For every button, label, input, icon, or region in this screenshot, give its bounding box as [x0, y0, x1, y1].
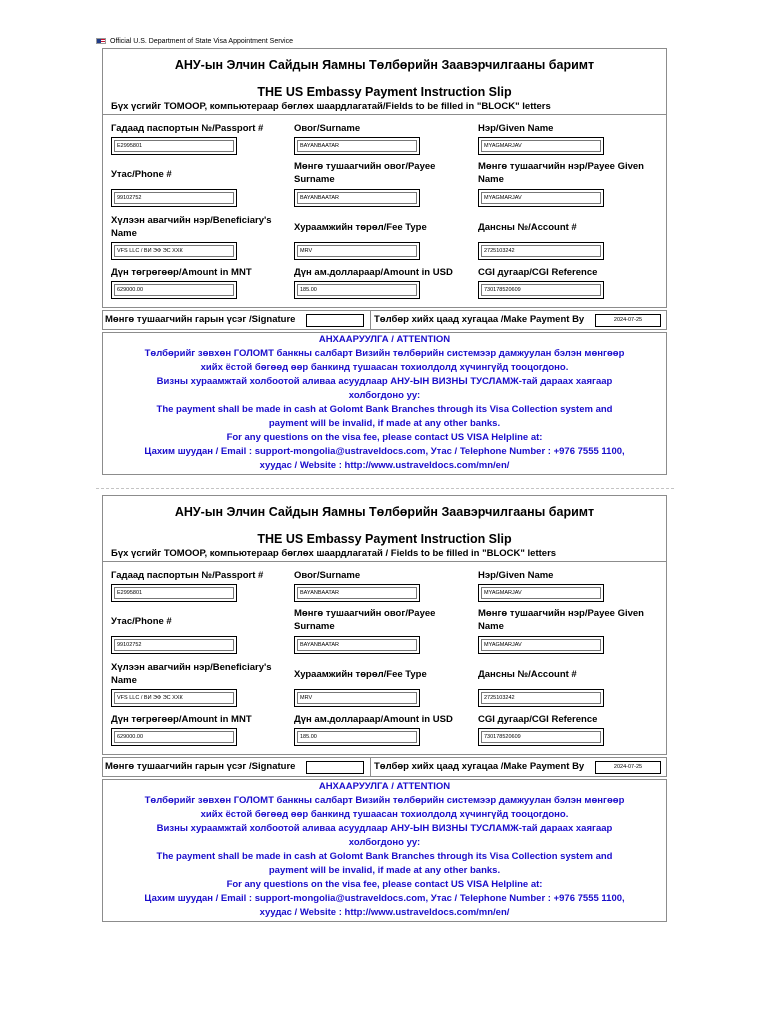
beneficiary-label: Хүлээн авагчийн нэр/Beneficiary's Name: [111, 662, 272, 686]
attention-contact: Цахим шуудан / Email : support-mongolia@ustraveldocs.com, Утас / Telephone Number : +976 7555 1100, хуудас / Website : http://www.ustraveldocs.com/mn/en/: [144, 893, 625, 918]
fee-type-field[interactable]: MRV: [294, 242, 420, 260]
payment-slip-1: [102, 48, 667, 475]
divider-line: [103, 561, 666, 562]
attention-box: [102, 779, 667, 922]
make-payment-date-field[interactable]: 2024-07-25: [595, 761, 661, 774]
slip-title-en: THE US Embassy Payment Instruction Slip: [257, 532, 512, 546]
attention-contact: Цахим шуудан / Email : support-mongolia@ustraveldocs.com, Утас / Telephone Number : +976 7555 1100, хуудас / Website : http://www.ustraveldocs.com/mn/en/: [144, 446, 625, 471]
service-header: [96, 36, 293, 46]
divider-line: [103, 114, 666, 115]
surname-label: Овог/Surname: [294, 570, 361, 581]
given-name-field[interactable]: MYAGMARJAV: [478, 584, 604, 602]
beneficiary-field[interactable]: VFS LLC / ВИ ЭФ ЭС ХХК: [111, 689, 237, 707]
signature-row: [102, 757, 667, 777]
account-label: Дансны №/Account #: [478, 669, 577, 680]
amount-mnt-label: Дүн төгрөгөөр/Amount in MNT: [111, 267, 252, 278]
payee-surname-label: Мөнгө тушаагчийн овог/Payee Surname: [294, 161, 436, 185]
cut-line: [96, 488, 674, 489]
signature-label: Мөнгө тушаагчийн гарын үсэг /Signature: [105, 314, 296, 325]
attention-text-en-2: For any questions on the visa fee, please contact US VISA Helpline at:: [226, 879, 543, 890]
passport-field[interactable]: E2995801: [111, 137, 237, 155]
phone-field[interactable]: 99102752: [111, 189, 237, 207]
beneficiary-label: Хүлээн авагчийн нэр/Beneficiary's Name: [111, 215, 272, 239]
amount-usd-label: Дүн ам.доллараар/Amount in USD: [294, 714, 453, 725]
amount-mnt-field[interactable]: 629000.00: [111, 281, 237, 299]
amount-usd-label: Дүн ам.доллараар/Amount in USD: [294, 267, 453, 278]
given-name-label: Нэр/Given Name: [478, 123, 554, 134]
fill-note: Бүх үсгийг ТОМООР, компьютераар бөглөх шаардлагатай/Fields to be filled in "BLOCK" letters: [111, 101, 551, 112]
account-label: Дансны №/Account #: [478, 222, 577, 233]
attention-title: АНХААРУУЛГА / ATTENTION: [318, 334, 451, 345]
slip-title-mn: АНУ-ын Элчин Сайдын Яамны Төлбөрийн Заавэрчилгааны баримт: [174, 505, 595, 519]
attention-title: АНХААРУУЛГА / ATTENTION: [318, 781, 451, 792]
fee-type-label: Хураамжийн төрөл/Fee Type: [294, 222, 427, 233]
cgi-ref-field[interactable]: 730178520609: [478, 728, 604, 746]
cgi-ref-field[interactable]: 730178520609: [478, 281, 604, 299]
payee-surname-field[interactable]: BAYANBAATAR: [294, 636, 420, 654]
given-name-label: Нэр/Given Name: [478, 570, 554, 581]
signature-field[interactable]: [306, 314, 364, 327]
slip-details-box: [102, 48, 667, 308]
cgi-ref-label: CGI дугаар/CGI Reference: [478, 267, 598, 278]
make-payment-date-field[interactable]: 2024-07-25: [595, 314, 661, 327]
fill-note: Бүх үсгийг ТОМООР, компьютераар бөглөх шаардлагатай / Fields to be filled in "BLOCK" letters: [111, 548, 557, 559]
amount-mnt-field[interactable]: 629000.00: [111, 728, 237, 746]
cgi-ref-label: CGI дугаар/CGI Reference: [478, 714, 598, 725]
surname-field[interactable]: BAYANBAATAR: [294, 137, 420, 155]
payee-given-field[interactable]: MYAGMARJAV: [478, 636, 604, 654]
slip-title-en: THE US Embassy Payment Instruction Slip: [257, 85, 512, 99]
payee-given-label: Мөнгө тушаагчийн нэр/Payee Given Name: [478, 161, 644, 185]
passport-label: Гадаад паспортын №/Passport #: [111, 570, 264, 581]
payee-surname-field[interactable]: BAYANBAATAR: [294, 189, 420, 207]
fee-type-label: Хураамжийн төрөл/Fee Type: [294, 669, 427, 680]
attention-text-mn-2: Визны хураамжтай холбоотой аливаа асуудлаар АНУ-ЫН ВИЗНЫ ТУСЛАМЖ-тай дараах хаягаар холбогдоно уу:: [156, 376, 613, 401]
passport-label: Гадаад паспортын №/Passport #: [111, 123, 264, 134]
amount-mnt-label: Дүн төгрөгөөр/Amount in MNT: [111, 714, 252, 725]
attention-text-en-1: The payment shall be made in cash at Golomt Bank Branches through its Visa Collection system and payment will be invalid, if made at any other banks.: [156, 851, 613, 876]
attention-text-en-2: For any questions on the visa fee, please contact US VISA Helpline at:: [226, 432, 543, 443]
given-name-field[interactable]: MYAGMARJAV: [478, 137, 604, 155]
passport-field[interactable]: E2995801: [111, 584, 237, 602]
slip-details-box: [102, 495, 667, 755]
attention-box: [102, 332, 667, 475]
attention-text-mn-1: Төлбөрийг зөвхөн ГОЛОМТ банкны салбарт Визийн төлбөрийн системээр дамжуулан бэлэн мөнгөөр хийх ёстой бөгөөд өөр банкинд тушаасан тохиолдолд хүчингүйд тооцогдоно.: [144, 795, 625, 820]
beneficiary-field[interactable]: VFS LLC / ВИ ЭФ ЭС ХХК: [111, 242, 237, 260]
slip-title-mn: АНУ-ын Элчин Сайдын Яамны Төлбөрийн Заавэрчилгааны баримт: [174, 58, 595, 72]
account-field[interactable]: 2725103242: [478, 242, 604, 260]
signature-field[interactable]: [306, 761, 364, 774]
account-field[interactable]: 2725103242: [478, 689, 604, 707]
attention-text-mn-2: Визны хураамжтай холбоотой аливаа асуудлаар АНУ-ЫН ВИЗНЫ ТУСЛАМЖ-тай дараах хаягаар холбогдоно уу:: [156, 823, 613, 848]
surname-label: Овог/Surname: [294, 123, 361, 134]
make-payment-label: Төлбөр хийх цаад хугацаа /Make Payment By: [374, 761, 585, 772]
payee-given-field[interactable]: MYAGMARJAV: [478, 189, 604, 207]
signature-row: [102, 310, 667, 330]
phone-field[interactable]: 99102752: [111, 636, 237, 654]
amount-usd-field[interactable]: 185.00: [294, 728, 420, 746]
fee-type-field[interactable]: MRV: [294, 689, 420, 707]
payment-slip-2: [102, 495, 667, 922]
service-text: Official U.S. Department of State Visa Appointment Service: [110, 37, 293, 45]
phone-label: Утас/Phone #: [111, 169, 172, 180]
attention-text-en-1: The payment shall be made in cash at Golomt Bank Branches through its Visa Collection system and payment will be invalid, if made at any other banks.: [156, 404, 613, 429]
us-flag-icon: [96, 38, 106, 44]
amount-usd-field[interactable]: 185.00: [294, 281, 420, 299]
phone-label: Утас/Phone #: [111, 616, 172, 627]
surname-field[interactable]: BAYANBAATAR: [294, 584, 420, 602]
attention-text-mn-1: Төлбөрийг зөвхөн ГОЛОМТ банкны салбарт Визийн төлбөрийн системээр дамжуулан бэлэн мөнгөөр хийх ёстой бөгөөд өөр банкинд тушаасан тохиолдолд хүчингүйд тооцогдоно.: [144, 348, 625, 373]
signature-label: Мөнгө тушаагчийн гарын үсэг /Signature: [105, 761, 296, 772]
payee-given-label: Мөнгө тушаагчийн нэр/Payee Given Name: [478, 608, 644, 632]
make-payment-label: Төлбөр хийх цаад хугацаа /Make Payment By: [374, 314, 585, 325]
payee-surname-label: Мөнгө тушаагчийн овог/Payee Surname: [294, 608, 436, 632]
